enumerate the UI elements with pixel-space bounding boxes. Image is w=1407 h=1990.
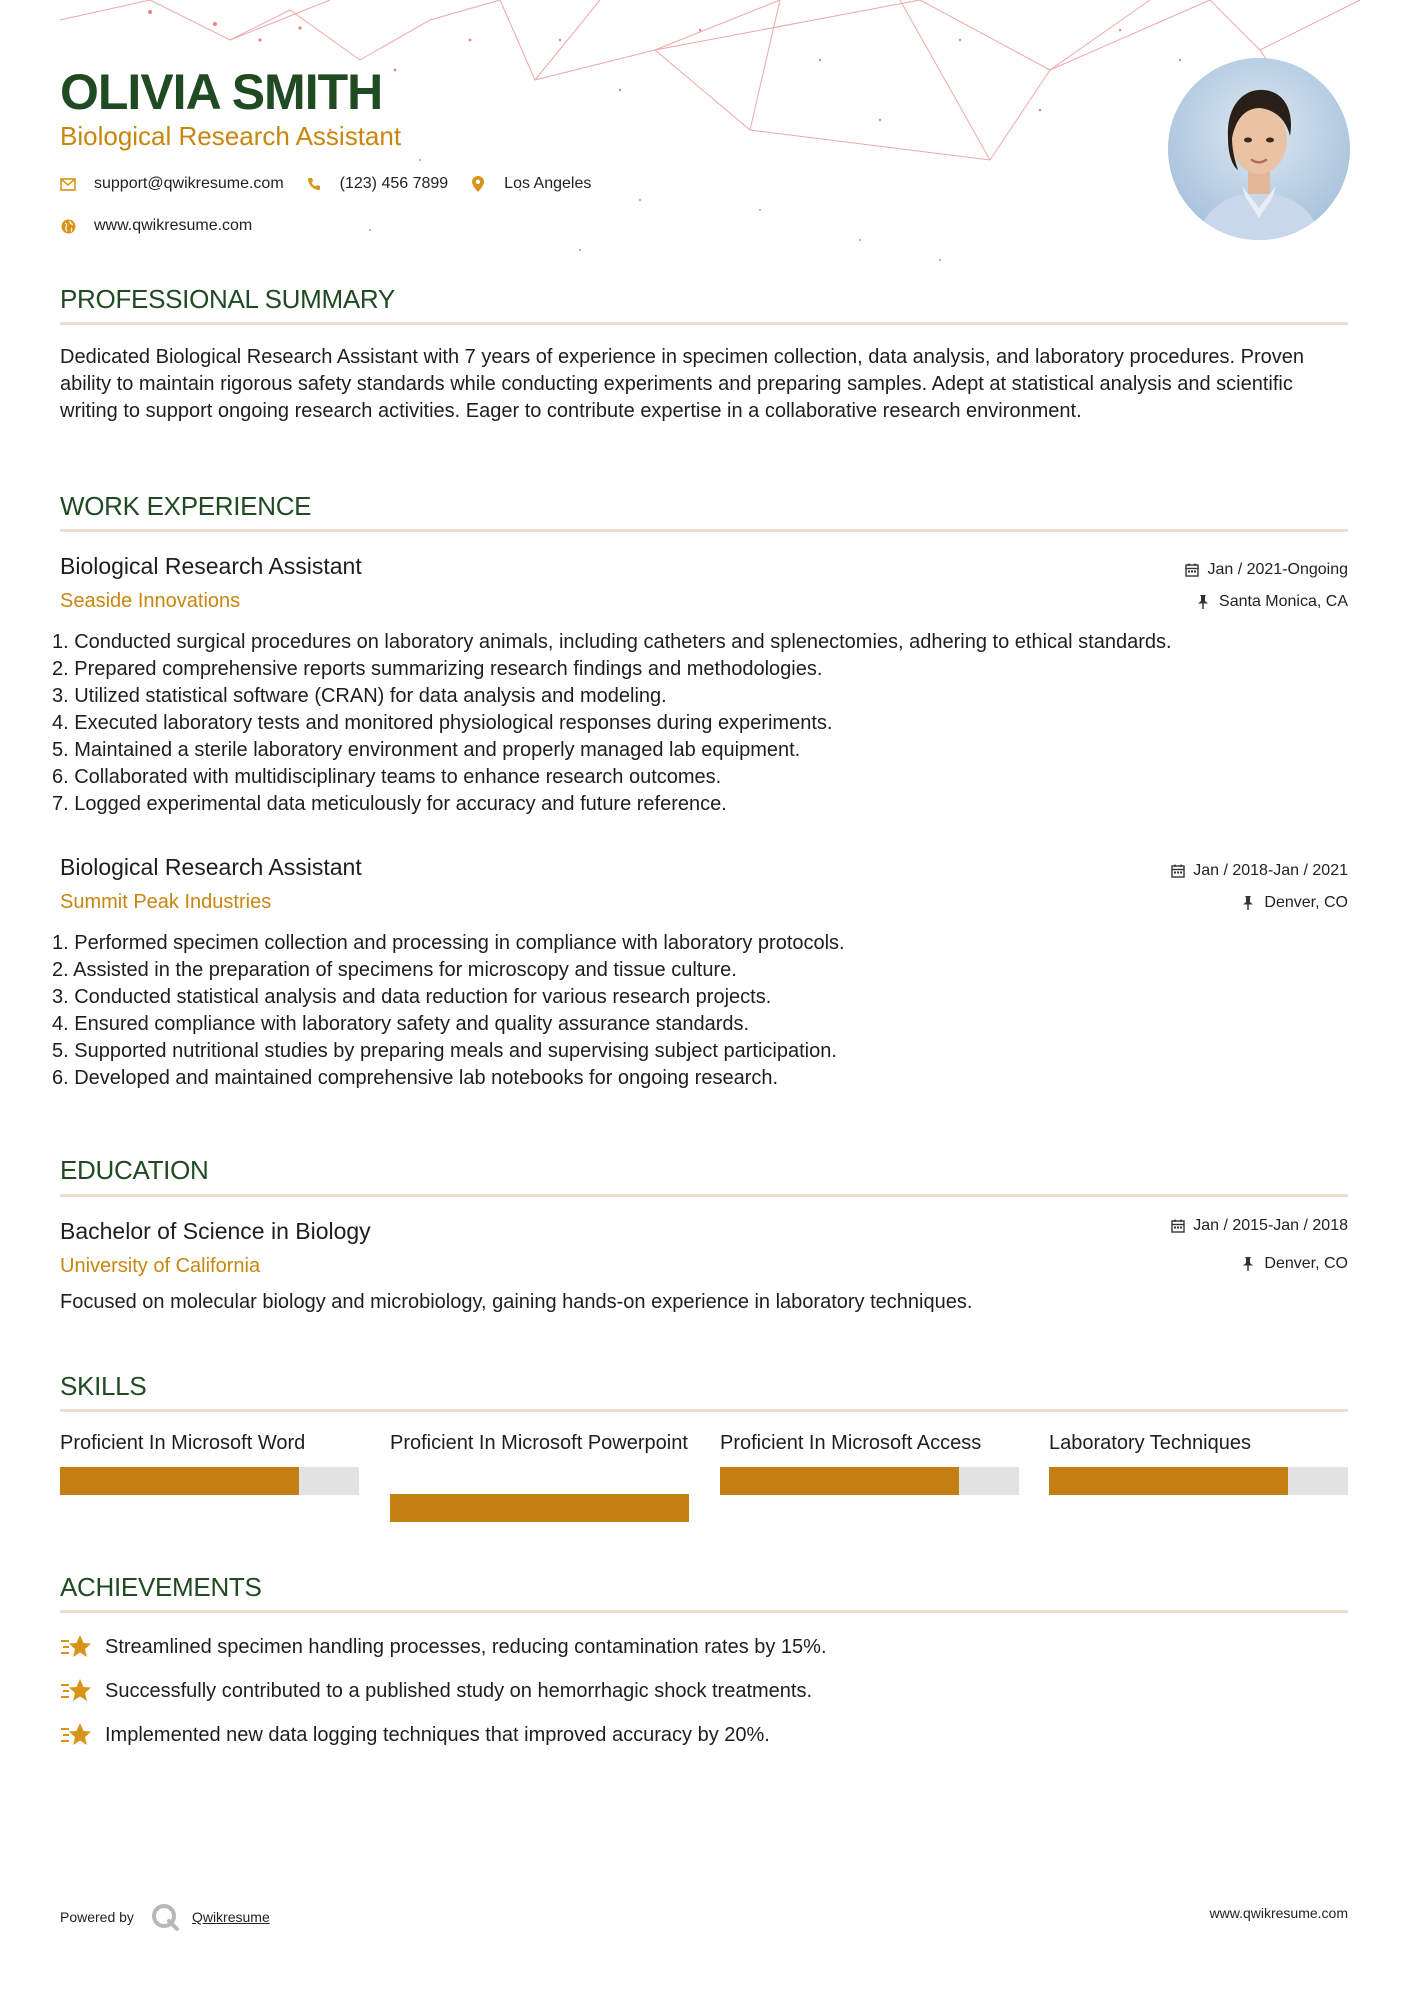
list-item: 5. Supported nutritional studies by preparing meals and supervising subject participation. (52, 1040, 837, 1062)
job-location (1242, 893, 1348, 913)
contact-phone[interactable] (306, 172, 449, 196)
job-bullets (52, 930, 1348, 1092)
phone-icon (306, 176, 322, 192)
pushpin-icon (1242, 896, 1256, 910)
education-dates-text: Jan / 2015-Jan / 2018 (1193, 1217, 1348, 1234)
section-divider (60, 1194, 1348, 1197)
contact-row-secondary (60, 214, 613, 238)
skill-item (1049, 1430, 1348, 1495)
skill-name: Proficient In Microsoft Powerpoint (390, 1432, 688, 1454)
skill-level-fill (60, 1467, 299, 1495)
profile-photo (1168, 58, 1350, 240)
contact-row-primary (60, 172, 613, 196)
contact-email[interactable] (60, 172, 284, 196)
skill-level-fill (720, 1467, 959, 1495)
qwikresume-link[interactable]: Qwikresume (191, 1909, 270, 1925)
section-divider (60, 1409, 1348, 1412)
list-item: 3. Conducted statistical analysis and data reduction for various research projects. (52, 986, 772, 1008)
envelope-icon (60, 176, 76, 192)
contact-website[interactable] (60, 214, 252, 238)
job-dates-text: Jan / 2018-Jan / 2021 (1193, 862, 1348, 879)
education-school: University of California (60, 1255, 261, 1277)
list-item: 7. Logged experimental data meticulously for accuracy and future reference. (52, 793, 727, 815)
section-title-experience: WORK EXPERIENCE (60, 491, 312, 521)
calendar-icon (1171, 864, 1185, 878)
job-location (1197, 592, 1348, 612)
list-item: 4. Ensured compliance with laboratory safety and quality assurance standards. (52, 1013, 750, 1035)
job-title: Biological Research Assistant (60, 553, 362, 579)
location-text: Los Angeles (504, 175, 592, 192)
job-location-text: Santa Monica, CA (1219, 593, 1348, 610)
section-title-education: EDUCATION (60, 1155, 209, 1185)
footer-website[interactable]: www.qwikresume.com (1209, 1905, 1348, 1921)
skill-level-bar (1049, 1467, 1348, 1495)
job-dates (1185, 560, 1348, 580)
star-award-icon (60, 1721, 92, 1749)
pushpin-icon (1197, 595, 1211, 609)
globe-icon (60, 218, 76, 234)
skill-item (390, 1430, 689, 1522)
education-location (1242, 1254, 1348, 1274)
website-text: www.qwikresume.com (94, 217, 253, 234)
job-company: Summit Peak Industries (60, 891, 272, 913)
education-dates (1171, 1216, 1348, 1236)
list-item: 6. Developed and maintained comprehensive lab notebooks for ongoing research. (52, 1067, 779, 1089)
pushpin-icon (1242, 1257, 1256, 1271)
candidate-role: Biological Research Assistant (60, 121, 402, 151)
skill-level-fill (390, 1494, 689, 1522)
summary-text: Dedicated Biological Research Assistant with 7 years of experience in specimen collection, data analysis, and laboratory procedures. Proven ability to maintain rigorous safety standards while conducting experiments and preparing samples. Adept at statistical analysis and scientific writing to support ongoing research activities. Eager to contribute expertise in a collaborative research environment. (60, 346, 1305, 422)
list-item: 3. Utilized statistical software (CRAN) for data analysis and modeling. (52, 685, 667, 707)
education-location-text: Denver, CO (1264, 1255, 1348, 1272)
contact-info (60, 172, 613, 238)
list-item: 2. Assisted in the preparation of specimens for microscopy and tissue culture. (52, 959, 737, 981)
section-divider (60, 322, 1348, 325)
section-title-skills: SKILLS (60, 1371, 147, 1401)
section-title-achievements: ACHIEVEMENTS (60, 1572, 262, 1602)
achievement-item (60, 1721, 770, 1749)
skill-name: Proficient In Microsoft Word (60, 1432, 306, 1454)
list-item: 5. Maintained a sterile laboratory environment and properly managed lab equipment. (52, 739, 801, 761)
calendar-icon (1171, 1219, 1185, 1233)
achievement-item (60, 1677, 812, 1705)
job-location-text: Denver, CO (1264, 894, 1348, 911)
email-text: support@qwikresume.com (94, 175, 284, 192)
skill-level-bar (60, 1467, 359, 1495)
skill-level-bar (720, 1467, 1019, 1495)
education-description: Focused on molecular biology and microbiology, gaining hands-on experience in laboratory techniques. (60, 1291, 973, 1313)
job-dates-text: Jan / 2021-Ongoing (1207, 561, 1348, 578)
job-title: Biological Research Assistant (60, 854, 362, 880)
achievement-text: Streamlined specimen handling processes, reducing contamination rates by 15%. (105, 1635, 827, 1658)
education-degree: Bachelor of Science in Biology (60, 1218, 371, 1244)
skill-item (720, 1430, 1019, 1495)
section-divider (60, 529, 1348, 532)
footer-powered-by (60, 1902, 270, 1932)
skill-name: Laboratory Techniques (1049, 1432, 1251, 1454)
section-divider (60, 1610, 1348, 1613)
achievement-item (60, 1633, 827, 1661)
section-title-summary: PROFESSIONAL SUMMARY (60, 284, 395, 314)
phone-text: (123) 456 7899 (339, 175, 449, 192)
list-item: 1. Conducted surgical procedures on laboratory animals, including catheters and splenectomies, adhering to ethical standards. (52, 631, 1172, 653)
powered-by-label: Powered by (60, 1909, 134, 1925)
skill-name: Proficient In Microsoft Access (720, 1432, 982, 1454)
job-bullets (52, 629, 1348, 818)
job-company: Seaside Innovations (60, 590, 241, 612)
map-pin-icon (470, 176, 486, 192)
contact-location (470, 172, 591, 196)
skill-item (60, 1430, 359, 1495)
list-item: 2. Prepared comprehensive reports summarizing research findings and methodologies. (52, 658, 823, 680)
qwikresume-logo-icon (150, 1902, 180, 1932)
skill-level-fill (1049, 1467, 1288, 1495)
profile-photo-illustration (1168, 58, 1350, 240)
achievement-text: Successfully contributed to a published study on hemorrhagic shock treatments. (105, 1679, 813, 1702)
list-item: 6. Collaborated with multidisciplinary teams to enhance research outcomes. (52, 766, 722, 788)
skill-level-bar (390, 1494, 689, 1522)
achievement-text: Implemented new data logging techniques that improved accuracy by 20%. (105, 1723, 770, 1746)
job-dates (1171, 861, 1348, 881)
star-award-icon (60, 1633, 92, 1661)
star-award-icon (60, 1677, 92, 1705)
list-item: 4. Executed laboratory tests and monitored physiological responses during experiments. (52, 712, 833, 734)
calendar-icon (1185, 563, 1199, 577)
candidate-name: OLIVIA SMITH (60, 64, 383, 120)
list-item: 1. Performed specimen collection and processing in compliance with laboratory protocols. (52, 932, 845, 954)
